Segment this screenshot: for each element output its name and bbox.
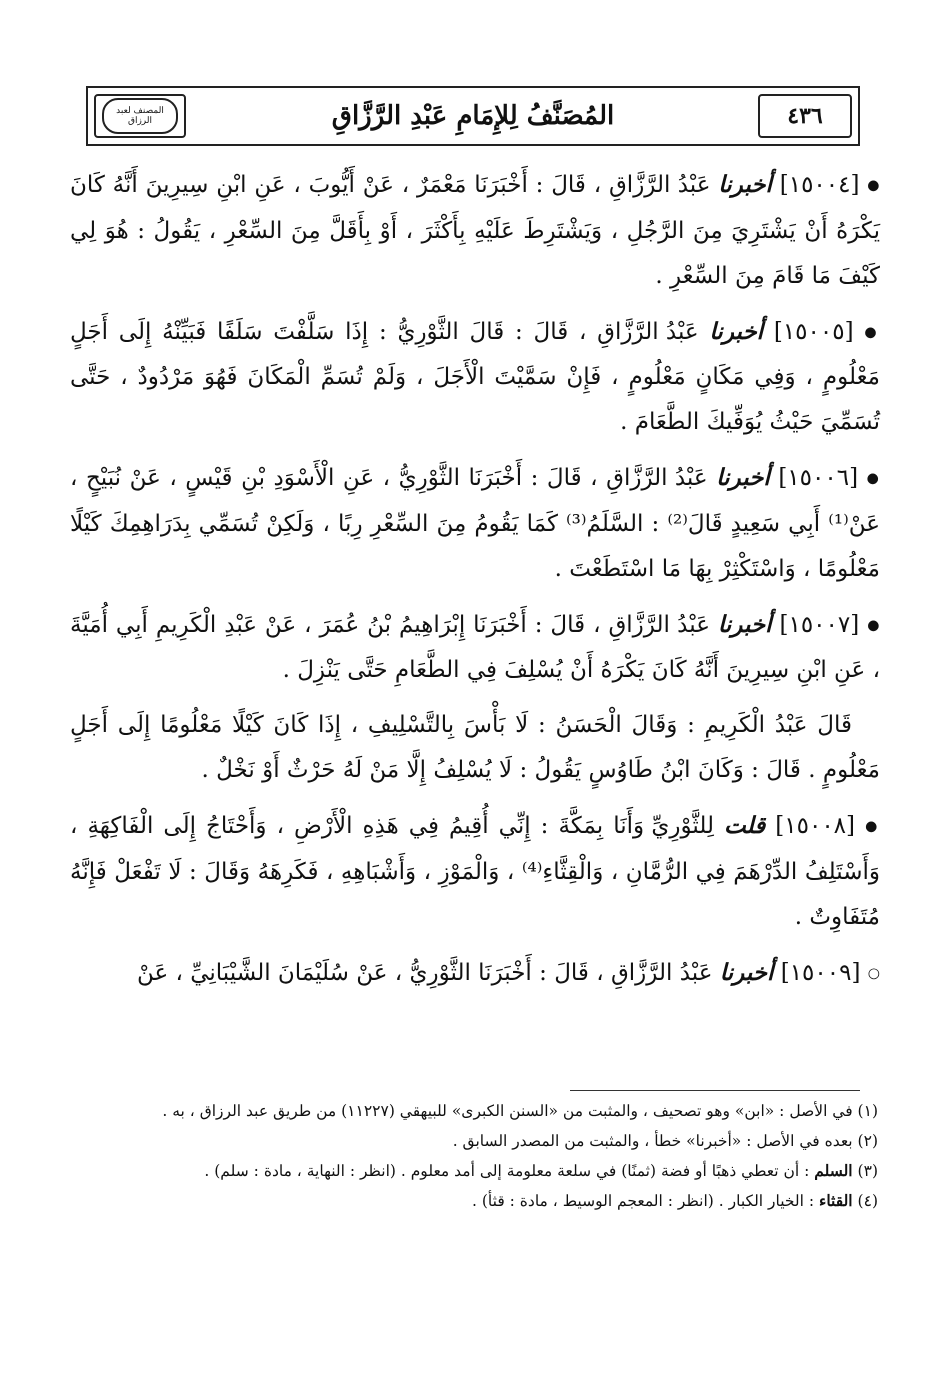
bullet-icon: ●	[864, 324, 881, 340]
footnote: (١) في الأصل : «ابن» وهو تصحيف ، والمثبت من «السنن الكبرى» للبيهقي (١١٢٢٧) من طريق عبد الرزاق ، به .	[162, 1102, 878, 1120]
hadith-entry	[70, 162, 880, 299]
footnote-term: القثاء	[819, 1191, 853, 1210]
footnote-term: السلم	[814, 1161, 853, 1180]
bullet-icon: ●	[867, 177, 881, 194]
page-number-ornament	[758, 94, 852, 138]
hadith-continuation: قَالَ عَبْدُ الْكَرِيمِ : وَقَالَ الْحَسَنُ : لَا بَأْسَ بِالتَّسْلِيفِ ، إِذَا كَانَ كَيْلًا مَعْلُومًا إِلَى أَجَلٍ مَعْلُومٍ . قَالَ : وَكَانَ ابْنُ طَاوُسٍ يَقُولُ : لَا يُسْلِفُ إِلَّا مَنْ لَهُ حَرْثٌ أَوْ نَخْلٌ .	[70, 712, 880, 783]
book-emblem: المصنف لعبد الرزاق	[102, 98, 178, 134]
footnote-text: : أن تعطي ذهبًا أو فضة (ثمنًا) في سلعة معلومة إلى أمد معلوم . (انظر : النهاية ، مادة : سلم) .	[204, 1162, 810, 1180]
hadith-entry	[70, 803, 880, 940]
bullet-icon: ●	[867, 617, 881, 633]
hadith-text: عَبْدُ الرَّزَّاقِ ، قَالَ : قَالَ الثَّوْرِيُّ : إِذَا سَلَّفْتَ سَلَفًا فَبَيِّنْهُ إِلَى أَجَلٍ مَعْلُومٍ ، وَفِي مَكَانٍ مَعْلُومٍ ، فَإِنْ سَمَّيْتَ الْأَجَلَ ، وَلَمْ تُسَمِّ الْمَكَانَ فَهُوَ مَرْدُودٌ ، حَتَّى تُسَمِّيَ حَيْثُ يُوَفِّيكَ الطَّعَامَ .	[70, 318, 880, 435]
footnote-number: (٤)	[857, 1192, 878, 1210]
hadith-number: [١٥٠٠٥]	[773, 318, 854, 345]
page-number: ٤٣٦	[787, 103, 823, 129]
hadith-entry	[70, 950, 880, 997]
emblem-ornament	[94, 94, 186, 138]
footnote-number: (٣)	[857, 1162, 878, 1180]
hadith-number: [١٥٠٠٤]	[779, 172, 860, 198]
footnotes	[70, 1096, 878, 1216]
page-header	[86, 86, 860, 146]
hadith-number: [١٥٠٠٩]	[780, 959, 861, 986]
narration-opener: أخبرنا	[717, 610, 772, 638]
hadith-number: [١٥٠٠٨]	[775, 813, 856, 839]
footnote-divider	[570, 1090, 860, 1091]
hadith-text: لِلثَّوْرِيِّ وَأَنَا بِمَكَّةَ : إِنِّي أُقِيمُ فِي هَذِهِ الْأَرْضِ ، وَأَحْتَاجُ إِلَى الْفَاكِهَةِ ، وَأَسْتَلِفُ الدِّرْهَمَ فِي الرُّمَّانِ ، وَالْقِثَّاءِ⁽⁴⁾ ، وَالْمَوْزِ ، وَأَشْبَاهِهِ ، فَكَرِهَهُ وَقَالَ : لَا تَفْعَلْ فَإِنَّهُ مُتَفَاوِتٌ .	[70, 813, 880, 930]
footnote: (٢) بعده في الأصل : «أخبرنا» خطأ ، والمثبت من المصدر السابق .	[452, 1132, 878, 1150]
hadith-text: عَبْدُ الرَّزَّاقِ ، قَالَ : أَخْبَرَنَا الثَّوْرِيُّ ، عَنْ سُلَيْمَانَ الشَّيْبَانِيِّ ، عَنْ	[136, 959, 713, 986]
narration-opener: أخبرنا	[709, 317, 764, 345]
bullet-icon: ●	[866, 470, 881, 487]
narration-opener: أخبرنا	[718, 171, 772, 198]
circle-bullet-icon: ○	[867, 965, 880, 981]
running-title: المُصَنَّفُ لِلإِمَامِ عَبْدِ الرَّزَّاقِ	[331, 101, 615, 131]
hadith-entry	[70, 602, 880, 694]
hadith-text: عَبْدُ الرَّزَّاقِ ، قَالَ : أَخْبَرَنَا مَعْمَرٌ ، عَنْ أَيُّوبَ ، عَنِ ابْنِ سِيرِينَ أَنَّهُ كَانَ يَكْرَهُ أَنْ يَشْتَرِيَ مِنَ الرَّجُلِ ، وَيَشْتَرِطَ عَلَيْهِ بِأَكْثَرَ ، أَوْ بِأَقَلَّ مِنَ السِّعْرِ ، يَقُولُ : هُوَ لِي كَيْفَ مَا قَامَ مِنَ السِّعْرِ .	[70, 172, 880, 289]
footnote-text: : الخيار الكبار . (انظر : المعجم الوسيط ، مادة : قثأ) .	[472, 1192, 815, 1210]
hadith-entry	[70, 455, 880, 592]
narration-opener: قلت	[724, 812, 766, 839]
hadith-number: [١٥٠٠٦]	[778, 465, 859, 491]
bullet-icon: ●	[865, 818, 881, 835]
hadith-text: عَبْدُ الرَّزَّاقِ ، قَالَ : أَخْبَرَنَا الثَّوْرِيُّ ، عَنِ الْأَسْوَدِ بْنِ قَيْسٍ ، عَنْ نُبَيْحٍ ، عَنْ⁽¹⁾ أَبِي سَعِيدٍ قَالَ⁽²⁾ : السَّلَمُ⁽³⁾ كَمَا يَقُومُ مِنَ السِّعْرِ رِبًا ، وَلَكِنْ تُسَمِّي بِدَرَاهِمِكَ كَيْلًا مَعْلُومًا ، وَاسْتَكْثِرْ بِهَا مَا اسْتَطَعْتَ .	[70, 465, 880, 582]
footnote	[70, 1186, 878, 1216]
hadith-number: [١٥٠٠٧]	[779, 611, 860, 638]
narration-opener: أخبرنا	[716, 464, 770, 491]
footnote	[70, 1156, 878, 1186]
hadith-text: عَبْدُ الرَّزَّاقِ ، قَالَ : أَخْبَرَنَا إِبْرَاهِيمُ بْنُ عُمَرَ ، عَنْ عَبْدِ الْكَرِيمِ أَبِي أُمَيَّةَ ، عَنِ ابْنِ سِيرِينَ أَنَّهُ كَانَ يَكْرَهُ أَنْ يُسْلِفَ فِي الطَّعَامِ حَتَّى يَنْزِلَ .	[70, 611, 880, 683]
hadith-entry	[70, 309, 880, 446]
main-text	[70, 162, 880, 1006]
narration-opener: أخبرنا	[719, 958, 774, 986]
